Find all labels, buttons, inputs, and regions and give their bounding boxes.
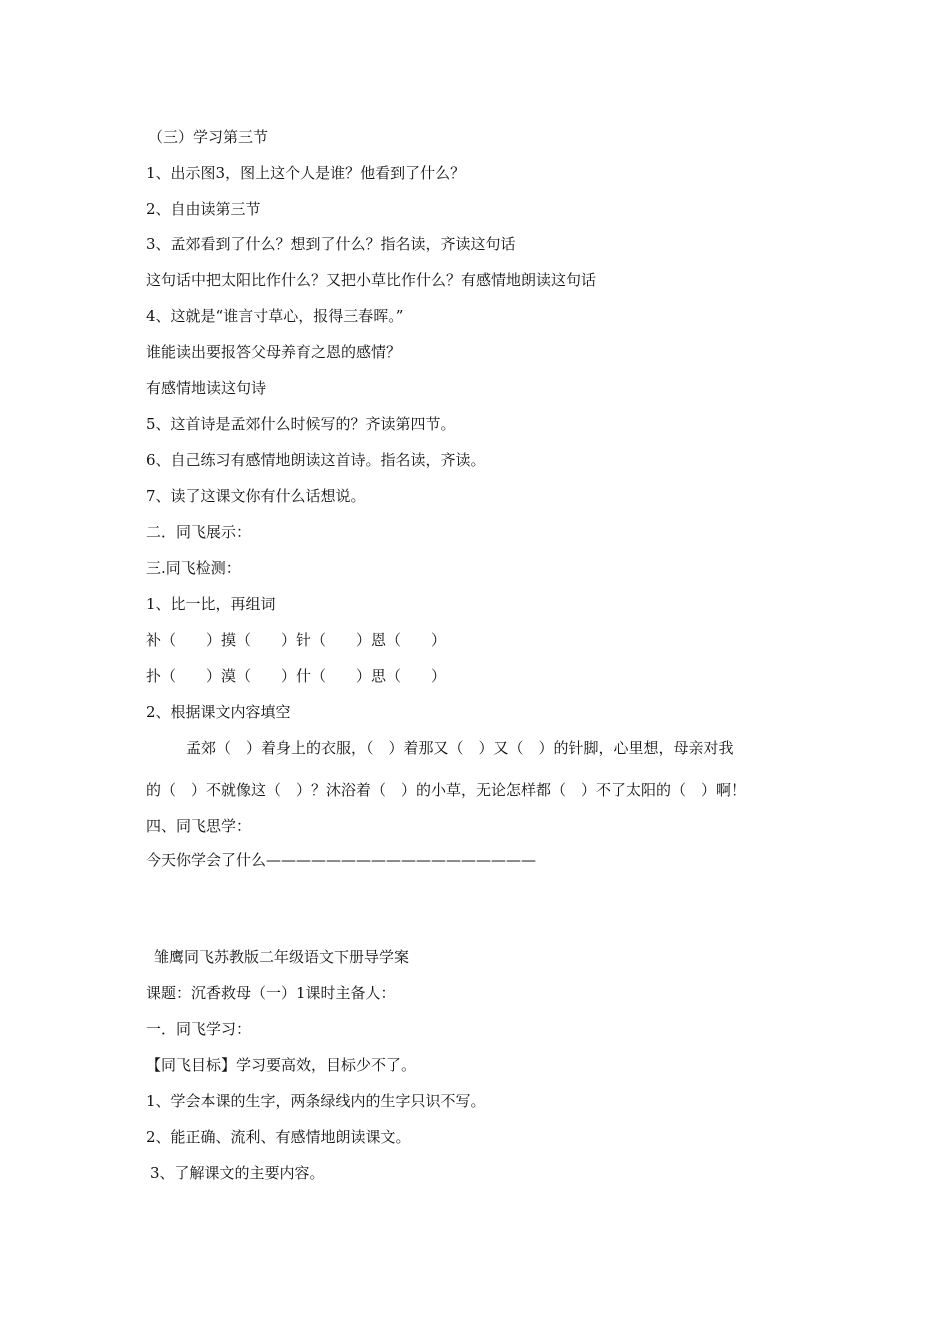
goal-heading: 【同飞目标】学习要高效，目标少不了。 (146, 1056, 417, 1074)
word-compare-row: 扑（ ）漠（ ）什（ ）思（ ） (146, 667, 447, 685)
list-item: 5、这首诗是孟郊什么时候写的？齐读第四节。 (146, 415, 456, 433)
question: 2、根据课文内容填空 (146, 703, 291, 721)
word-compare-row: 补（ ）摸（ ）针（ ）恩（ ） (146, 631, 447, 649)
section-heading: 四、同飞思学： (146, 817, 252, 835)
list-item: 4、这就是“谁言寸草心，报得三春晖。” (146, 307, 404, 325)
fill-blank-line: 的（ ）不就像这（ ）？沐浴着（ ）的小草，无论怎样都（ ）不了太阳的（ ）啊！ (146, 781, 747, 799)
list-item: 6、自己练习有感情地朗读这首诗。指名读，齐读。 (146, 451, 486, 469)
fill-blank-line: 孟郊（ ）着身上的衣服，（ ）着那又（ ）又（ ）的针脚，心里想，母亲对我 (186, 739, 734, 757)
question: 1、比一比，再组词 (146, 595, 276, 613)
section-heading: 二．同飞展示： (146, 523, 252, 541)
list-item: 谁能读出要报答父母养育之恩的感情？ (146, 343, 402, 361)
section-heading: （三）学习第三节 (148, 128, 269, 146)
section-heading: 一．同飞学习： (146, 1020, 252, 1038)
list-item: 2、自由读第三节 (146, 200, 261, 218)
section-heading: 三.同飞检测： (146, 559, 241, 577)
goal-item: 1、学会本课的生字，两条绿线内的生字只识不写。 (146, 1092, 486, 1110)
list-item: 1、出示图3，图上这个人是谁？他看到了什么？ (146, 164, 466, 182)
list-item: 7、读了这课文你有什么话想说。 (146, 487, 366, 505)
lesson-title: 雏鹰同飞苏教版二年级语文下册导学案 (154, 948, 410, 966)
reflection-prompt: 今天你学会了什么—————————————————— (146, 851, 537, 869)
lesson-topic: 课题：沉香救母（一）1课时主备人： (146, 984, 396, 1002)
list-item: 3、孟郊看到了什么？想到了什么？指名读，齐读这句话 (146, 235, 516, 253)
goal-item: 2、能正确、流利、有感情地朗读课文。 (146, 1128, 411, 1146)
list-item: 有感情地读这句诗 (146, 379, 267, 397)
list-item: 这句话中把太阳比作什么？又把小草比作什么？有感情地朗读这句话 (146, 271, 597, 289)
goal-item: 3、了解课文的主要内容。 (150, 1164, 325, 1182)
